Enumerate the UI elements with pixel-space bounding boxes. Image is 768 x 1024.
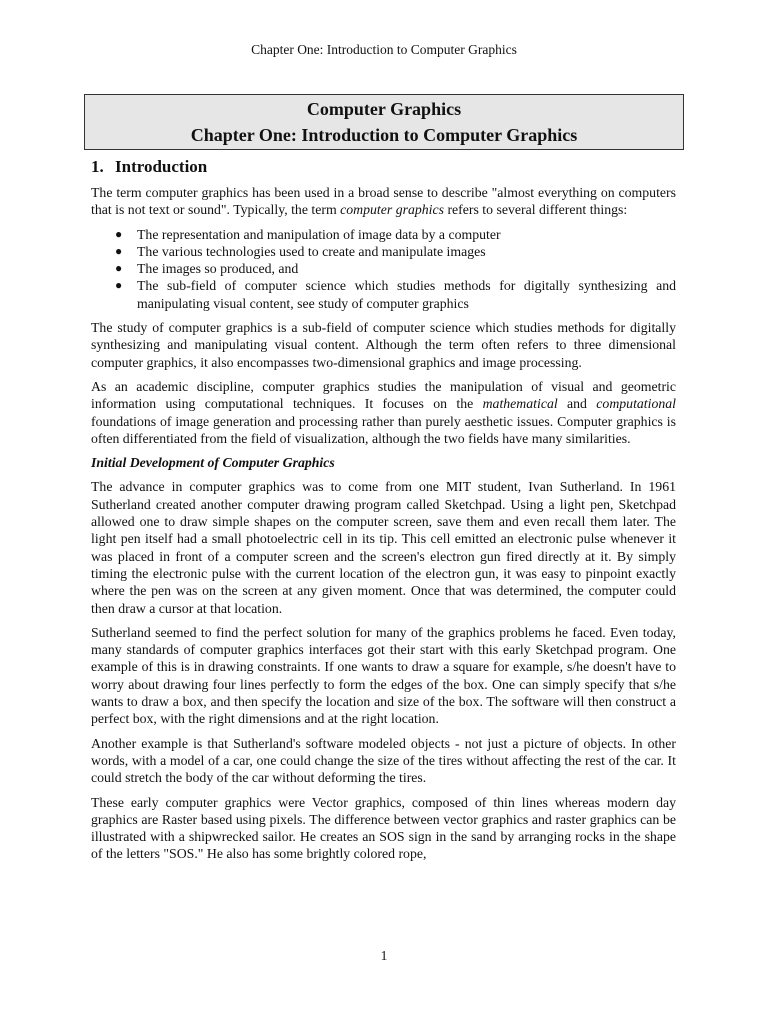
paragraph-academic-text-b: and [557, 396, 597, 412]
section-heading [91, 156, 676, 178]
bullet-icon: ● [115, 243, 123, 258]
running-header: Chapter One: Introduction to Computer Graphics [251, 42, 517, 57]
paragraph-intro-emphasis: computer graphics [340, 202, 444, 218]
list-item [91, 243, 676, 260]
bullet-list [91, 226, 676, 312]
chapter-title: Chapter One: Introduction to Computer Graphics [190, 125, 578, 145]
paragraph-sketchpad: Sutherland seemed to find the perfect solution for many of the graphics problems he faced. Even today, many standards of computer graphics interfaces got their start with this early Sketchpad program. One example of this is in drawing constraints. If one wants to draw a square for example, s/he doesn't have to worry about drawing four lines perfectly to form the edges of the box. One can simply specify that s/he wants to draw a box, and then specify the location and size of the box. The software will then construct a perfect box, with the right dimensions and at the right location. [91, 624, 676, 727]
paragraph-academic-text-a: As an academic discipline, computer graphics studies the manipulation of visual and geometric information using computational techniques. It focuses on the [91, 378, 676, 412]
list-item [91, 226, 676, 243]
page-number: 1 [380, 948, 388, 963]
paragraph-intro [91, 184, 676, 219]
subsection-heading: Initial Development of Computer Graphics [91, 455, 335, 471]
paragraph-sutherland: The advance in computer graphics was to come from one MIT student, Ivan Sutherland. In 1961 Sutherland created another computer drawing program called Sketchpad. Using a light pen, Sketchpad allowed one to draw simple shapes on the computer screen, save them and even recall them later. The light pen itself had a small photoelectric cell in its tip. This cell emitted an electronic pulse whenever it was placed in front of a computer screen and the screen's electron gun fired directly at it. By simply timing the electronic pulse with the current location of the electron gun, it was easy to pinpoint exactly where the pen was on the screen at any given moment. Once that was determined, the computer could then draw a cursor at that location. [91, 479, 676, 616]
document-body [91, 156, 676, 870]
bullet-icon: ● [115, 261, 123, 276]
paragraph-academic-text-c: foundations of image generation and processing rather than purely aesthetic issues. Computer graphics is often differentiated from the field of visualization, although the two fields have many similarities. [91, 413, 676, 446]
section-number: 1. [91, 157, 104, 176]
paragraph-academic-emphasis-1: mathematical [482, 396, 558, 412]
bullet-icon: ● [115, 278, 123, 293]
paragraph-study: The study of computer graphics is a sub-field of computer science which studies methods for digitally synthesizing and manipulating visual content. Although the term often refers to three dimensional computer graphics, it also encompasses two-dimensional graphics and image processing. [91, 320, 676, 370]
paragraph-intro-text-a: The term computer graphics has been used in a broad sense to describe "almost everything on computers that is not text or sound". Typically, the term [91, 185, 676, 218]
paragraph-modeled-objects: Another example is that Sutherland's software modeled objects - not just a picture of objects. In other words, with a model of a car, one could change the size of the tires without affecting the rest of the car. It could stretch the body of the car without deforming the tires. [91, 735, 676, 786]
list-item-text: The representation and manipulation of image data by a computer [137, 226, 501, 242]
bullet-icon: ● [115, 226, 123, 241]
list-item-text: The various technologies used to create and manipulate images [137, 243, 486, 259]
list-item-text: The images so produced, and [137, 261, 299, 277]
paragraph-vector-graphics: These early computer graphics were Vector graphics, composed of thin lines whereas modern day graphics are Raster based using pixels. The difference between vector graphics and raster graphics can be illustrated with a shipwrecked sailor. He creates an SOS sign in the sand by arranging rocks in the shape of the letters "SOS." He also has some brightly colored rope, [91, 794, 676, 862]
chapter-title-box [84, 94, 684, 150]
section-title: Introduction [115, 157, 208, 176]
paragraph-academic-emphasis-2: computational [596, 396, 677, 412]
paragraph-academic [91, 378, 676, 447]
list-item-text: The sub-field of computer science which studies methods for digitally synthesizing and manipulating visual content, see study of computer graphics [137, 278, 676, 311]
list-item [91, 277, 676, 312]
document-title: Computer Graphics [306, 99, 462, 119]
list-item [91, 260, 676, 277]
paragraph-intro-text-b: refers to several different things: [444, 202, 628, 218]
